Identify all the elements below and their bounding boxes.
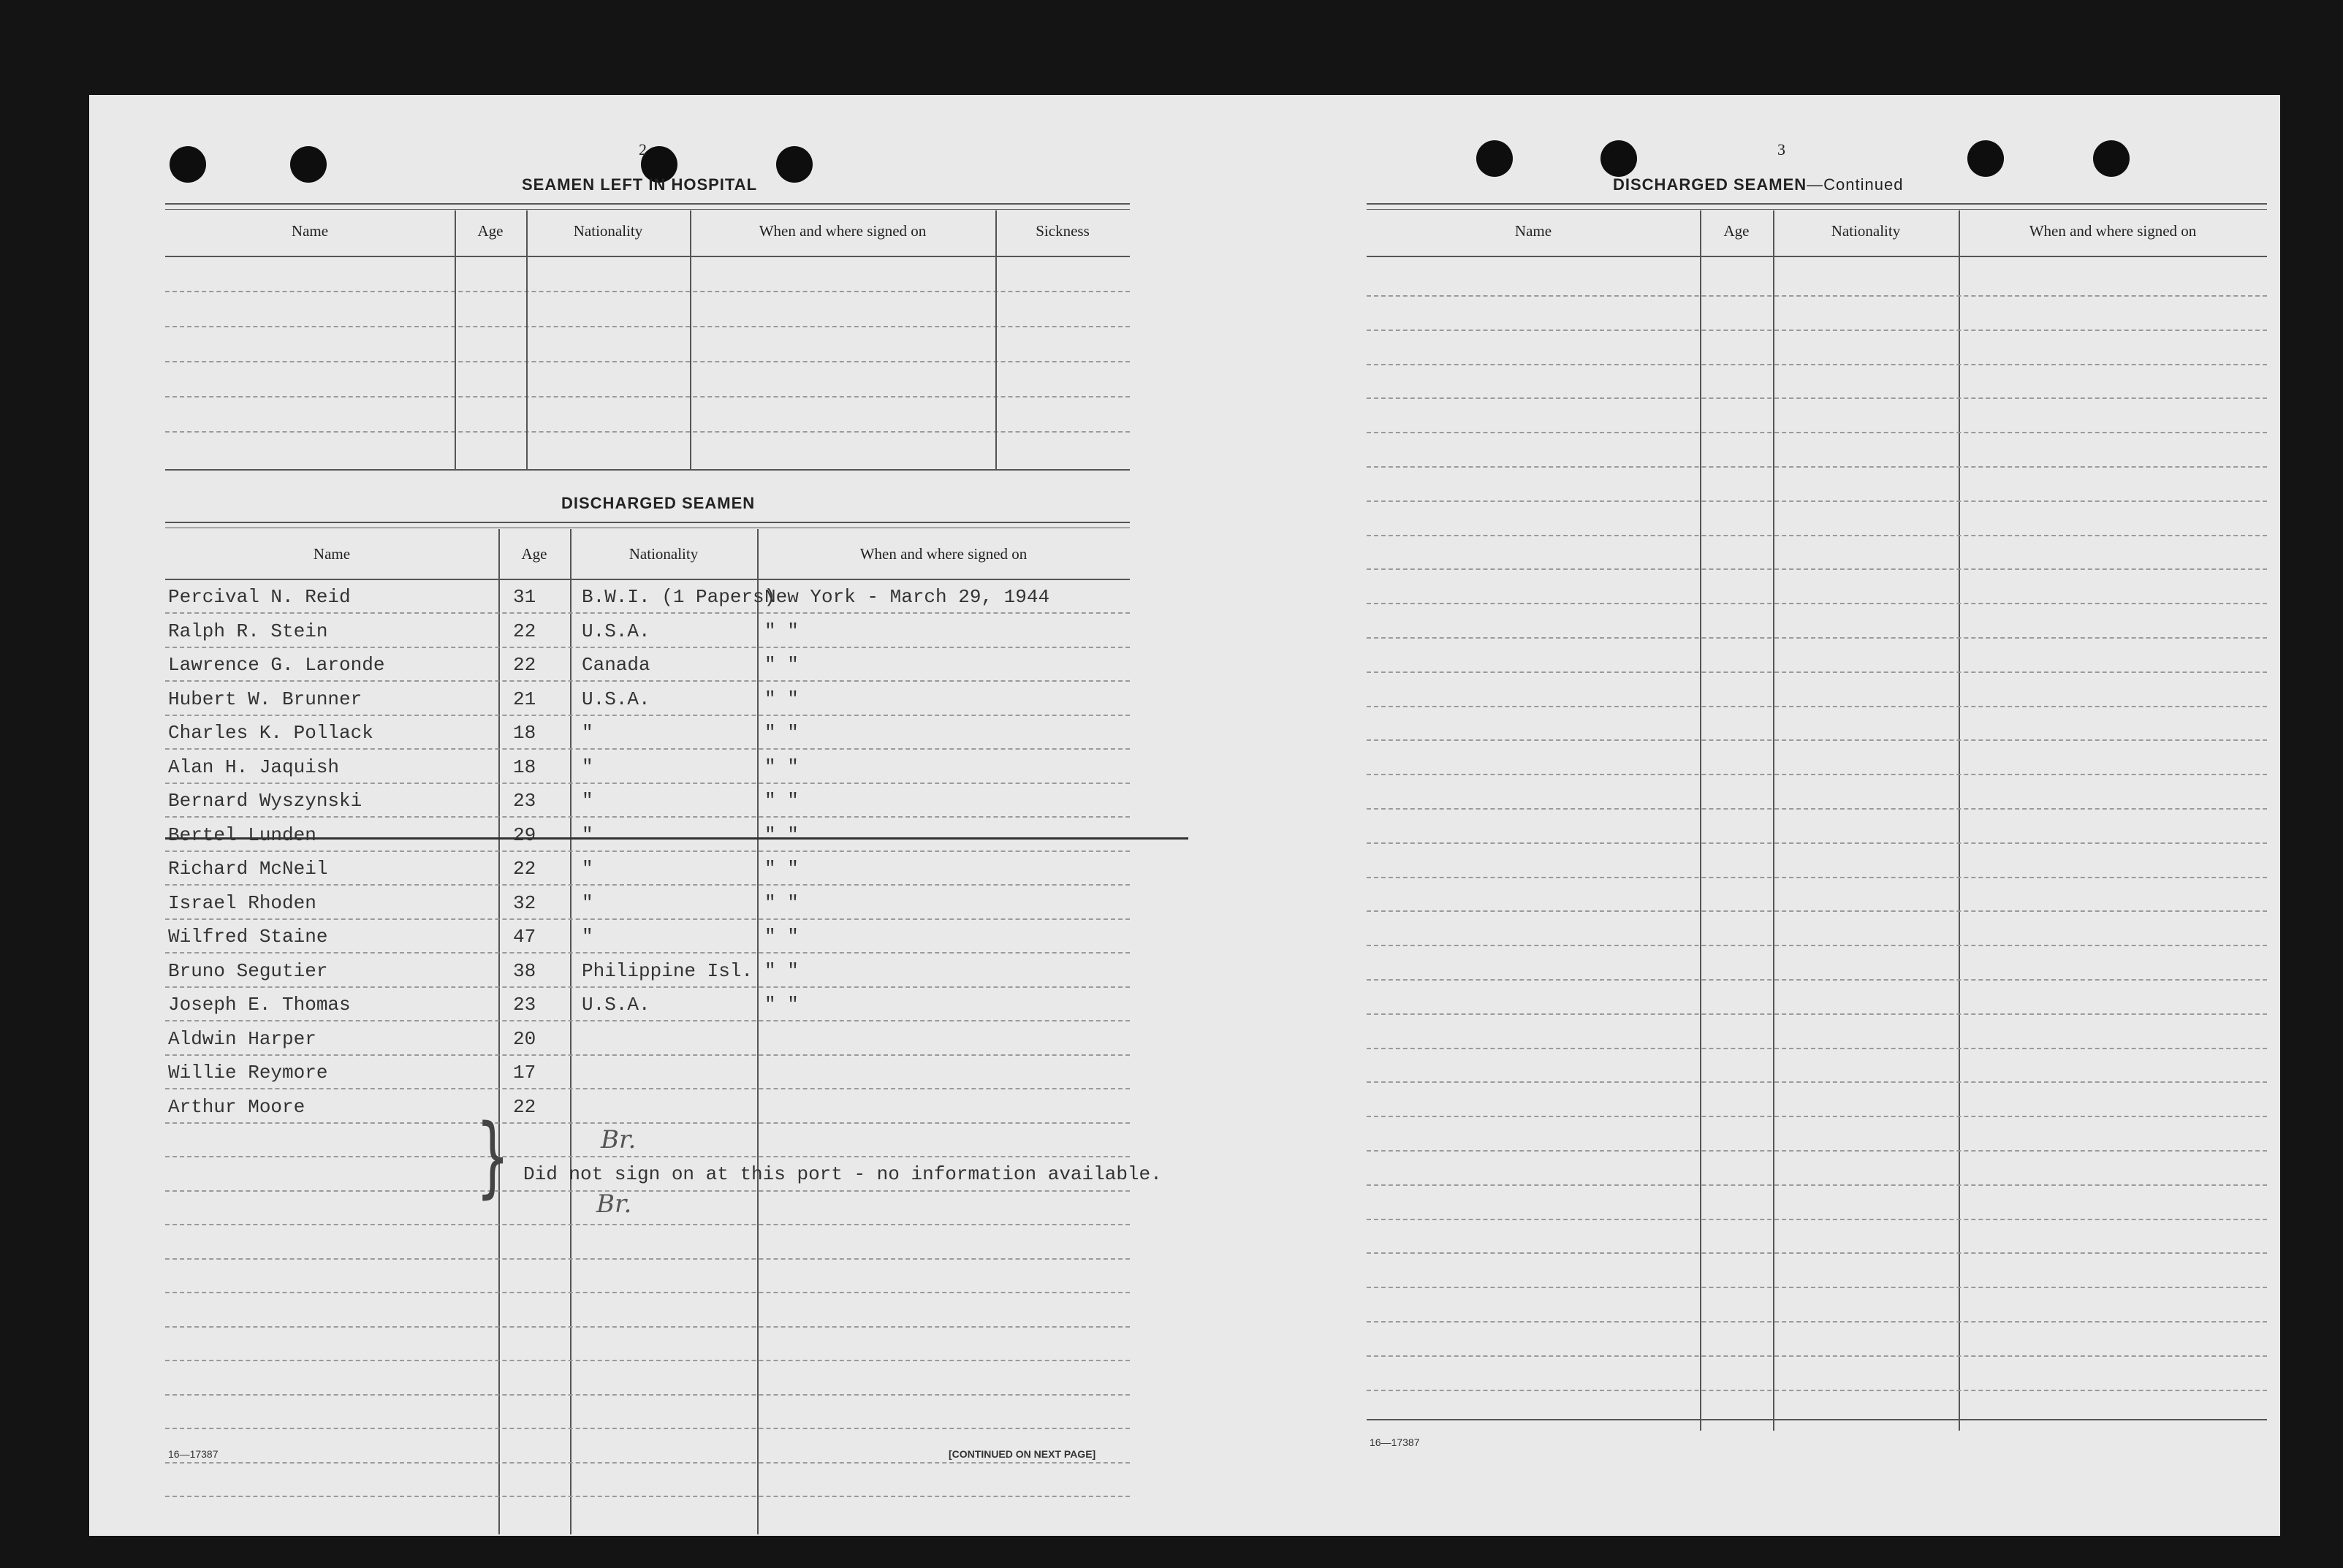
- discharged-cell-name: Bruno Segutier: [168, 959, 328, 982]
- punch-hole: [776, 146, 813, 183]
- discharged-cell-nationality: ": [582, 858, 593, 880]
- punch-hole: [2093, 140, 2130, 177]
- discharged-cell-age: 29: [513, 823, 536, 846]
- discharged-cell-name: Arthur Moore: [168, 1095, 305, 1118]
- discharged-cell-signed-on: " ": [764, 858, 799, 880]
- discharged-cell-nationality: U.S.A.: [582, 688, 650, 710]
- discharged-cell-signed-on: New York - March 29, 1944: [764, 586, 1050, 608]
- discharged-cell-age: 20: [513, 1027, 536, 1050]
- discharged-col-age: Age: [521, 545, 547, 563]
- discharged-cell-age: 23: [513, 790, 536, 812]
- discharged-cell-nationality: Canada: [582, 654, 650, 676]
- hospital-col-signed-on: When and where signed on: [759, 222, 927, 240]
- page-number: 2: [639, 140, 647, 159]
- discharged-cell-signed-on: " ": [764, 823, 799, 846]
- strike-through-line: [165, 837, 1188, 840]
- discharged-cell-signed-on: " ": [764, 620, 799, 642]
- discharged-cell-name: Lawrence G. Laronde: [168, 654, 385, 676]
- discharged-cell-nationality: ": [582, 823, 593, 846]
- discharged-cell-name: Hubert W. Brunner: [168, 688, 362, 710]
- discharged-cell-signed-on: " ": [764, 790, 799, 812]
- discharged-cell-name: Aldwin Harper: [168, 1027, 316, 1050]
- hospital-title: SEAMEN LEFT IN HOSPITAL: [522, 175, 758, 194]
- discharged-cell-nationality: ": [582, 790, 593, 812]
- discharged-cell-age: 22: [513, 620, 536, 642]
- discharged-cell-age: 31: [513, 586, 536, 608]
- discharged-cell-signed-on: " ": [764, 722, 799, 744]
- discharged-cell-name: Wilfred Staine: [168, 926, 328, 948]
- discharged-cell-nationality: ": [582, 756, 593, 778]
- page-number: 3: [1777, 140, 1785, 159]
- discharged-cell-signed-on: " ": [764, 926, 799, 948]
- form-number: 16—17387: [1370, 1436, 1420, 1448]
- discharged-cell-name: Percival N. Reid: [168, 586, 351, 608]
- discharged-col-name: Name: [313, 545, 351, 563]
- right-page: [1200, 95, 2280, 1536]
- left-page: [89, 95, 1200, 1536]
- discharged-cell-age: 32: [513, 891, 536, 914]
- discharged-cell-name: Bernard Wyszynski: [168, 790, 362, 812]
- punch-hole: [290, 146, 327, 183]
- discharged-cell-age: 47: [513, 926, 536, 948]
- punch-hole: [1967, 140, 2004, 177]
- discharged-cell-age: 18: [513, 722, 536, 744]
- bracket-brace: }: [476, 1106, 510, 1208]
- punch-hole: [1600, 140, 1637, 177]
- discharged-col-nationality: Nationality: [629, 545, 699, 563]
- discharged-cell-name: Bertel Lunden: [168, 823, 316, 846]
- discharged-cell-age: 18: [513, 756, 536, 778]
- hospital-col-nationality: Nationality: [573, 222, 643, 240]
- discharged-cell-age: 23: [513, 994, 536, 1016]
- discharged-cell-nationality: ": [582, 722, 593, 744]
- continued-note: [CONTINUED ON NEXT PAGE]: [949, 1448, 1096, 1460]
- discharged-cell-age: 38: [513, 959, 536, 982]
- discharged-cell-name: Alan H. Jaquish: [168, 756, 340, 778]
- discharged-cell-name: Richard McNeil: [168, 858, 328, 880]
- discharged-cell-nationality: U.S.A.: [582, 620, 650, 642]
- hospital-col-sickness: Sickness: [1036, 222, 1090, 240]
- punch-hole: [1476, 140, 1513, 177]
- discharged-cell-signed-on: " ": [764, 994, 799, 1016]
- discharged-cell-age: 17: [513, 1062, 536, 1084]
- discharged-cell-age: 21: [513, 688, 536, 710]
- discharged-cell-name: Willie Reymore: [168, 1062, 328, 1084]
- punch-hole: [170, 146, 206, 183]
- discharged-cell-nationality: Philippine Isl.: [582, 959, 753, 982]
- discharged-cell-nationality: ": [582, 891, 593, 914]
- discharged-cell-name: Charles K. Pollack: [168, 722, 373, 744]
- discharged-cell-name: Joseph E. Thomas: [168, 994, 351, 1016]
- discharged-cell-signed-on: " ": [764, 959, 799, 982]
- right-col-signed-on: When and where signed on: [2029, 222, 2197, 240]
- discharged-cell-nationality: ": [582, 926, 593, 948]
- hospital-table: [165, 203, 1130, 473]
- hospital-col-name: Name: [291, 222, 329, 240]
- discharged-continued-title: DISCHARGED SEAMEN—Continued: [1613, 175, 1904, 194]
- handwritten-initials: Br.: [601, 1125, 637, 1154]
- right-col-age: Age: [1723, 222, 1750, 240]
- handwritten-initials: Br.: [596, 1190, 632, 1219]
- ledger-sheet: [89, 95, 2280, 1536]
- discharged-cell-age: 22: [513, 654, 536, 676]
- discharged-cell-signed-on: " ": [764, 688, 799, 710]
- discharged-cell-age: 22: [513, 858, 536, 880]
- discharged-continued-table: [1367, 203, 2267, 1431]
- form-number: 16—17387: [168, 1448, 219, 1460]
- discharged-cell-signed-on: " ": [764, 654, 799, 676]
- discharged-cell-age: 22: [513, 1095, 536, 1118]
- discharged-cell-name: Ralph R. Stein: [168, 620, 328, 642]
- discharged-cell-nationality: U.S.A.: [582, 994, 650, 1016]
- discharged-cell-signed-on: " ": [764, 891, 799, 914]
- discharged-cell-signed-on: " ": [764, 756, 799, 778]
- discharged-cell-nationality: B.W.I. (1 Papers): [582, 586, 776, 608]
- discharged-table: [165, 522, 1162, 1534]
- no-information-note: Did not sign on at this port - no information available.: [523, 1163, 1162, 1185]
- discharged-title: DISCHARGED SEAMEN: [561, 494, 756, 512]
- hospital-col-age: Age: [477, 222, 504, 240]
- right-col-name: Name: [1514, 222, 1552, 240]
- discharged-col-signed-on: When and where signed on: [859, 545, 1028, 563]
- right-col-nationality: Nationality: [1831, 222, 1901, 240]
- discharged-cell-name: Israel Rhoden: [168, 891, 316, 914]
